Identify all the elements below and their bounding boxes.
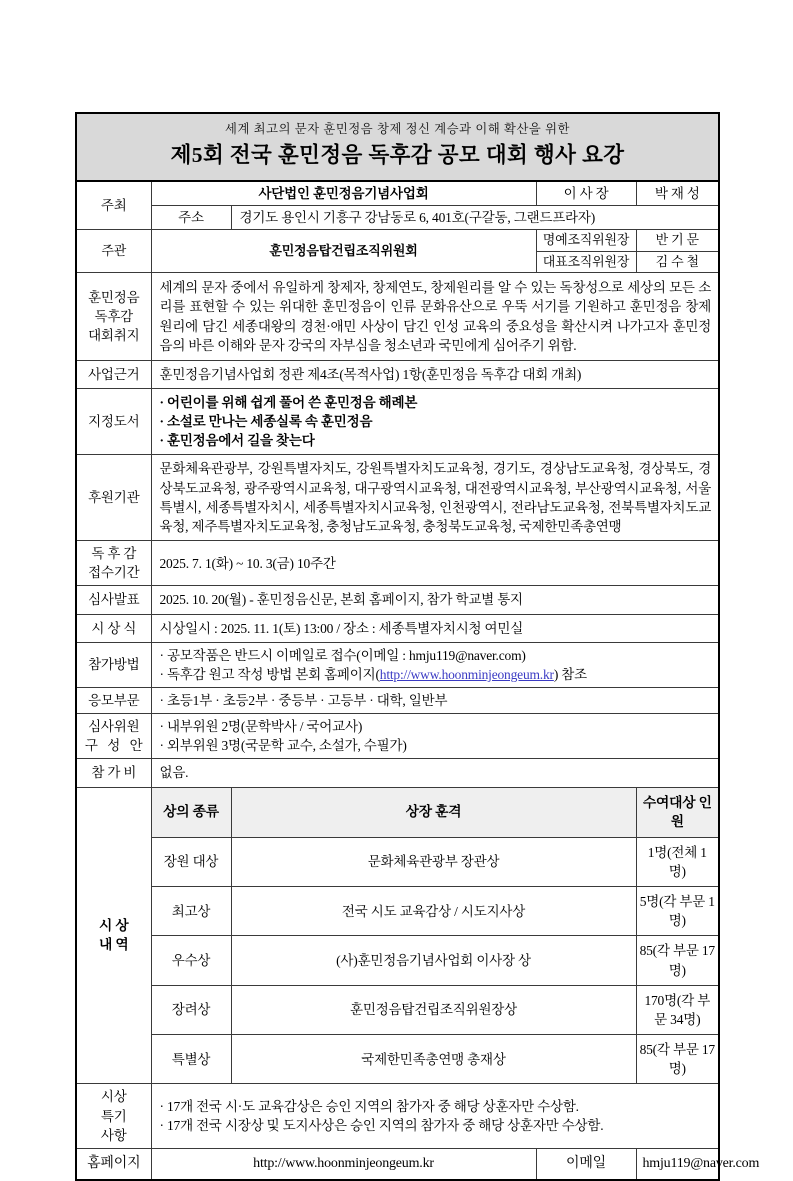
label-host: 주최 — [76, 181, 151, 230]
label-awards — [76, 787, 151, 1084]
organizer-person-representative: 김 수 철 — [636, 251, 719, 272]
label-judges-line2: 구 성 안 — [84, 738, 146, 754]
awards-row — [76, 837, 719, 886]
label-judges — [76, 714, 151, 759]
awards-col-kind: 상의 종류 — [151, 787, 231, 837]
book-item: · 소설로 만나는 세종실록 속 훈민정음 — [159, 414, 373, 430]
award-citation: 훈민정음탑건립조직위원장상 — [231, 985, 636, 1034]
host-organization: 사단법인 훈민정음기념사업회 — [151, 181, 536, 206]
awards-col-citation: 상장 훈격 — [231, 787, 636, 837]
header-title: 제5회 전국 훈민정음 독후감 공모 대회 행사 요강 — [170, 143, 625, 168]
period-value: 2025. 7. 1(화) ~ 10. 3(금) 10주간 — [151, 541, 719, 586]
label-purpose — [76, 273, 151, 361]
host-row — [76, 181, 719, 206]
title-row — [76, 113, 719, 181]
fee-value: 없음. — [151, 759, 719, 787]
award-kind: 장원 대상 — [151, 837, 231, 886]
label-basis: 사업근거 — [76, 360, 151, 388]
label-divisions: 응모부문 — [76, 688, 151, 714]
fee-row — [76, 759, 719, 787]
label-fee: 참 가 비 — [76, 759, 151, 787]
note-line-2: · 17개 전국 시장상 및 도지사상은 승인 지역의 참가자 중 해당 상훈자만 수상함. — [159, 1118, 604, 1134]
award-citation: 전국 시도 교육감상 / 시도지사상 — [231, 887, 636, 936]
award-count: 170명(각 부문 34명) — [636, 985, 719, 1034]
ceremony-value: 시상일시 : 2025. 11. 1(토) 13:00 / 장소 : 세종특별자치시청 여민실 — [151, 614, 719, 642]
judges-line-2: · 외부위원 3명(국문학 교수, 소설가, 수필가) — [159, 738, 407, 754]
awards-col-count: 수여대상 인원 — [636, 787, 719, 837]
label-period-line2: 접수기간 — [88, 565, 140, 581]
label-purpose-line3: 대회취지 — [88, 328, 140, 344]
award-kind: 장려상 — [151, 985, 231, 1034]
howto-line2-prefix: · 독후감 원고 작성 방법 본회 홈페이지( — [159, 666, 380, 682]
event-guideline-table — [75, 112, 760, 1181]
announce-row — [76, 586, 719, 614]
award-count: 5명(각 부문 1명) — [636, 887, 719, 936]
sponsors-row — [76, 455, 719, 541]
ceremony-row — [76, 614, 719, 642]
book-item: · 훈민정음에서 길을 찾는다 — [159, 433, 315, 449]
homepage-link[interactable]: http://www.hoonminjeongeum.kr — [379, 666, 554, 682]
document-header — [76, 113, 719, 181]
period-row — [76, 541, 719, 586]
judges-content — [151, 714, 719, 759]
judges-row — [76, 714, 719, 759]
notes-row — [76, 1084, 719, 1148]
label-period-line1: 독 후 감 — [91, 546, 137, 562]
label-purpose-line1: 훈민정음 — [88, 289, 140, 305]
sponsors-text: 문화체육관광부, 강원특별자치도, 강원특별자치도교육청, 경기도, 경상남도교육청, 경상북도, 경상북도교육청, 광주광역시교육청, 대구광역시교육청, 대전광역시교육청, 부산광역시교육청, 서울특별시, 세종특별자치시, 세종특별자치시교육청, 인천광역시, 전라남도교육청, 전북특별자치도교육청, 제주특별자치도교육청, 충청남도교육청, 충청북도교육청, 국제한민족총연맹 — [151, 455, 719, 541]
purpose-row — [76, 273, 719, 361]
label-ceremony: 시 상 식 — [76, 614, 151, 642]
organizer-row-1 — [76, 230, 719, 251]
host-address: 경기도 용인시 기흥구 강남동로 6, 401호(구갈동, 그랜드프라자) — [231, 206, 719, 230]
award-citation: 국제한민족총연맹 총재상 — [231, 1035, 636, 1084]
homepage-value[interactable]: http://www.hoonminjeongeum.kr — [151, 1148, 536, 1179]
label-judges-line1: 심사위원 — [88, 719, 140, 735]
books-list — [151, 388, 719, 454]
judges-line-1: · 내부위원 2명(문학박사 / 국어교사) — [159, 719, 363, 735]
basis-row — [76, 360, 719, 388]
label-period — [76, 541, 151, 586]
howto-line-2 — [160, 665, 711, 684]
divisions-row — [76, 688, 719, 714]
header-subtitle: 세계 최고의 문자 훈민정음 창제 정신 계승과 이해 확산을 위한 — [225, 122, 571, 136]
organizer-person-honorary: 반 기 문 — [636, 230, 719, 251]
label-email: 이메일 — [536, 1148, 636, 1179]
howto-line2-suffix: ) 참조 — [553, 666, 587, 682]
notes-content — [151, 1084, 719, 1148]
howto-row — [76, 642, 719, 687]
label-homepage: 홈페이지 — [76, 1148, 151, 1179]
organizer-organization: 훈민정음탑건립조직위원회 — [151, 230, 536, 273]
label-notes-line3: 사항 — [100, 1127, 127, 1143]
label-purpose-line2: 독후감 — [94, 308, 134, 324]
host-person: 박 재 성 — [636, 181, 719, 206]
label-organizer: 주관 — [76, 230, 151, 273]
award-count: 1명(전체 1명) — [636, 837, 719, 886]
book-item: · 어린이를 위해 쉽게 풀어 쓴 훈민정음 해례본 — [159, 394, 418, 410]
label-awards-line1: 시 상 — [98, 917, 129, 933]
howto-line-1: · 공모작품은 반드시 이메일로 접수(이메일 : hmju119@naver.com) — [159, 647, 526, 663]
howto-content — [151, 642, 719, 687]
label-howto: 참가방법 — [76, 642, 151, 687]
purpose-text — [151, 273, 719, 361]
label-address: 주소 — [151, 206, 231, 230]
organizer-role-representative: 대표조직위원장 — [536, 251, 636, 272]
award-count: 85(각 부문 17명) — [636, 936, 719, 985]
awards-row — [76, 1035, 719, 1084]
award-kind: 최고상 — [151, 887, 231, 936]
purpose-paragraph: 세계의 문자 중에서 유일하게 창제자, 창제연도, 창제원리를 알 수 있는 독창성으로 세상의 모든 소리를 표현할 수 있는 위대한 훈민정음이 인류 문화유산으로 우뚝 서기를 기원하고 훈민정음 창제원리에 담긴 세종대왕의 경천·애민 사상이 담긴 인성 교육의 중요성을 확산시켜 나가고자 훈민정음의 바른 이해와 문자 강국의 자부심을 청소년과 국민에게 심어주기 위함. — [159, 280, 712, 353]
award-citation: 문화체육관광부 장관상 — [231, 837, 636, 886]
host-role: 이 사 장 — [536, 181, 636, 206]
basis-value: 훈민정음기념사업회 정관 제4조(목적사업) 1항(훈민정음 독후감 대회 개최) — [151, 360, 719, 388]
organizer-role-honorary: 명예조직위원장 — [536, 230, 636, 251]
divisions-value: · 초등1부 · 초등2부 · 중등부 · 고등부 · 대학, 일반부 — [151, 688, 719, 714]
award-kind: 우수상 — [151, 936, 231, 985]
note-line-1: · 17개 전국 시·도 교육감상은 승인 지역의 참가자 중 해당 상훈자만 수상함. — [159, 1098, 579, 1114]
email-value[interactable]: hmju119@naver.com — [636, 1148, 719, 1179]
award-citation: (사)훈민정음기념사업회 이사장 상 — [231, 936, 636, 985]
award-kind: 특별상 — [151, 1035, 231, 1084]
label-notes — [76, 1084, 151, 1148]
label-notes-line1: 시상 — [100, 1089, 127, 1105]
label-announce: 심사발표 — [76, 586, 151, 614]
contact-row — [76, 1148, 719, 1179]
awards-row — [76, 985, 719, 1034]
books-row — [76, 388, 719, 454]
host-address-row — [76, 206, 719, 230]
awards-row — [76, 936, 719, 985]
label-books: 지정도서 — [76, 388, 151, 454]
label-awards-line2: 내 역 — [98, 937, 129, 953]
awards-header-row — [76, 787, 719, 837]
announce-value: 2025. 10. 20(월) - 훈민정음신문, 본회 홈페이지, 참가 학교별 통지 — [151, 586, 719, 614]
awards-row — [76, 887, 719, 936]
award-count: 85(각 부문 17명) — [636, 1035, 719, 1084]
label-notes-line2: 특기 — [100, 1108, 127, 1124]
label-sponsors: 후원기관 — [76, 455, 151, 541]
